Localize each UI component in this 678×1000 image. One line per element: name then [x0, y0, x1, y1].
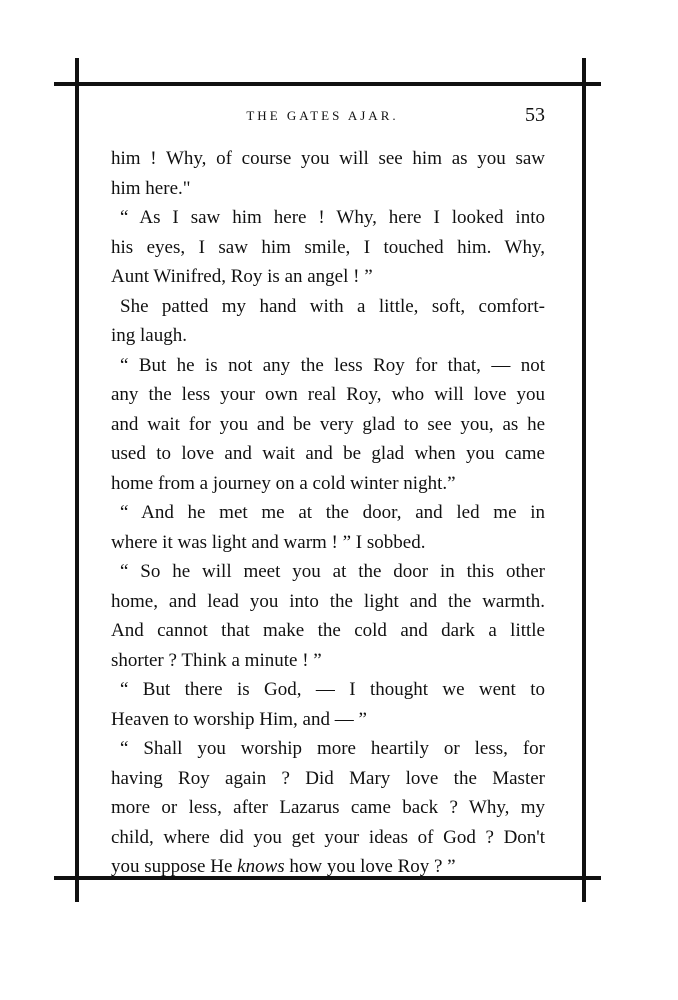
text-line: home, and lead you into the light and the warmth.: [111, 590, 545, 612]
body-text: [111, 144, 545, 882]
text-line: him here.": [111, 177, 191, 199]
text-line: shorter ? Think a minute ! ”: [111, 649, 322, 671]
text-line: more or less, after Lazarus came back ? Why, my: [111, 797, 545, 818]
text-line: “ But there is God, — I thought we went to: [120, 679, 545, 700]
text-line: his eyes, I saw him smile, I touched him. Why,: [111, 236, 545, 258]
text-line: where it was light and warm ! ” I sobbed.: [111, 531, 426, 553]
page-number: 53: [525, 104, 545, 126]
emphasized-word: knows: [237, 856, 285, 877]
frame-left-rule: [75, 58, 79, 902]
text-line: any the less your own real Roy, who will love you: [111, 384, 545, 405]
text-line: used to love and wait and be glad when you came: [111, 443, 545, 464]
text-line: “ And he met me at the door, and led me in: [120, 502, 545, 523]
text-line: “ But he is not any the less Roy for that, — not: [120, 354, 545, 376]
text-line: ing laugh.: [111, 325, 187, 346]
last-line-end: how you love Roy ? ”: [284, 856, 456, 877]
text-line: having Roy again ? Did Mary love the Master: [111, 767, 545, 789]
text-line-last: [111, 852, 545, 882]
text-line: “ As I saw him here ! Why, here I looked into: [120, 207, 545, 228]
text-line: Heaven to worship Him, and — ”: [111, 708, 367, 730]
running-title: THE GATES AJAR.: [246, 108, 399, 123]
text-line: She patted my hand with a little, soft, comfort-: [120, 295, 545, 317]
frame-right-rule: [582, 58, 586, 902]
text-line: him ! Why, of course you will see him as you saw: [111, 148, 545, 169]
text-line: Aunt Winifred, Roy is an angel ! ”: [111, 266, 373, 287]
text-line: and wait for you and be very glad to see you, as he: [111, 413, 545, 435]
page-header: [100, 104, 545, 130]
text-line: And cannot that make the cold and dark a little: [111, 620, 545, 641]
frame-top-rule: [54, 82, 601, 86]
last-line-start: you suppose He: [111, 856, 238, 877]
text-line: “ So he will meet you at the door in this other: [120, 561, 545, 582]
text-line: “ Shall you worship more heartily or less, for: [120, 738, 545, 759]
text-line: child, where did you get your ideas of God ? Don't: [111, 826, 545, 848]
text-line: home from a journey on a cold winter night.”: [111, 472, 456, 494]
